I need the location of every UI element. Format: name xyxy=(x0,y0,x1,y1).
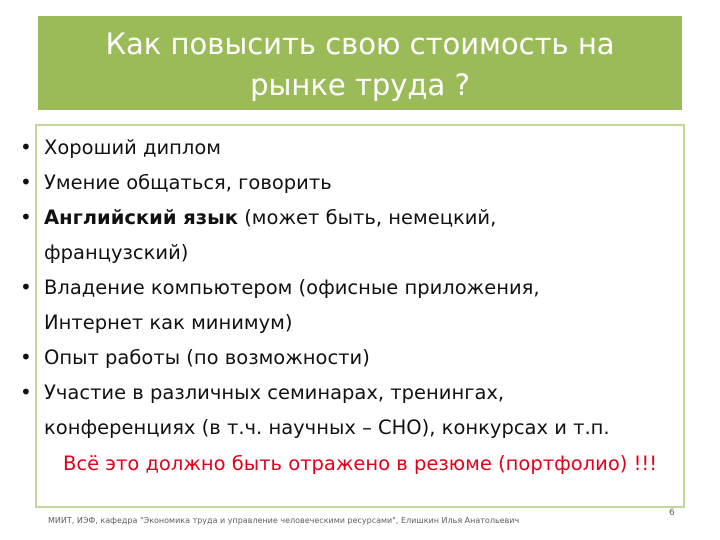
bullet-list xyxy=(12,130,610,445)
list-item xyxy=(12,270,610,340)
title-line-2: рынке труда ? xyxy=(250,68,470,102)
bullet-continuation: французский) xyxy=(44,241,189,264)
bullet-continuation: конференциях (в т.ч. научных – СНО), конкурсах и т.п. xyxy=(44,416,610,439)
slide-title xyxy=(38,16,682,110)
bullet-text: Умение общаться, говорить xyxy=(44,171,332,194)
bullet-text: Опыт работы (по возможности) xyxy=(44,346,370,369)
bullet-text: (может быть, немецкий, xyxy=(238,206,497,229)
bullet-text: Владение компьютером (офисные приложения, xyxy=(44,276,540,299)
bullet-bold-text: Английский язык xyxy=(44,206,238,229)
list-item xyxy=(12,375,610,445)
bullet-continuation: Интернет как минимум) xyxy=(44,311,293,334)
list-item xyxy=(12,130,610,165)
footer-text: МИИТ, ИЭФ, кафедра "Экономика труда и управление человеческими ресурсами", Елишкин Илья Анатольевич xyxy=(48,516,520,525)
list-item xyxy=(12,200,610,270)
title-line-1: Как повысить свою стоимость на xyxy=(105,27,615,61)
page-number: 6 xyxy=(669,508,675,518)
list-item xyxy=(12,165,610,200)
list-item xyxy=(12,340,610,375)
bullet-text: Хороший диплом xyxy=(44,136,221,159)
bullet-text: Участие в различных семинарах, тренингах, xyxy=(44,381,505,404)
summary-text: Всё это должно быть отражено в резюме (портфолио) !!! xyxy=(62,452,658,475)
